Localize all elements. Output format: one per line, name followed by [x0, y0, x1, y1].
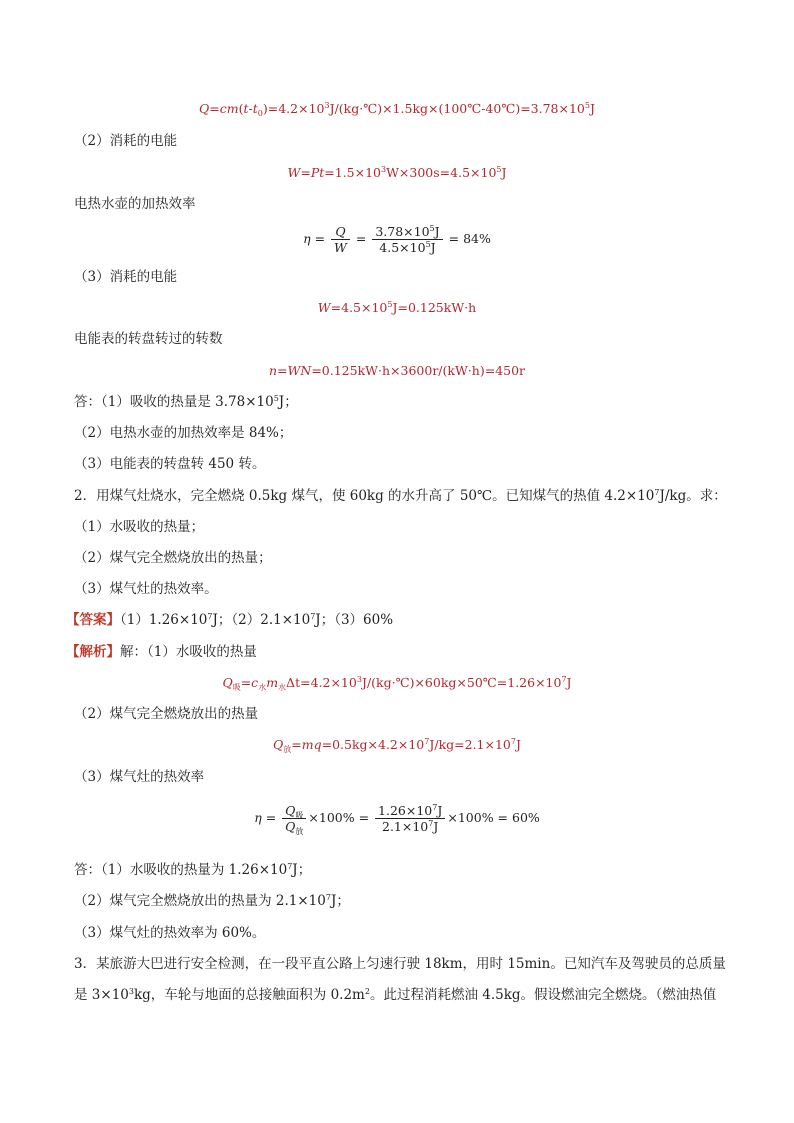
formula-heat-absorbed: $Q=cm(t-t_0)=4.2\times 10^3J/(kg\cdot℃)\times 1.5kg\times(100℃-40℃)=3.78\times 10^5J$ — [199, 101, 595, 118]
step-stove-efficiency: （3）煤气灶的热效率 — [74, 769, 205, 785]
q2-answer-3: （3）煤气灶的热效率为 60%。 — [74, 925, 266, 941]
answer-2: （2）电热水壶的加热效率是 84%； — [74, 425, 293, 441]
step-revolutions: 电能表的转盘转过的转数 — [74, 331, 223, 347]
step-gas-heat: （2）煤气完全燃烧放出的热量 — [74, 706, 259, 722]
formula-gas-heat: $Q_放=mq=0.5kg\times 4.2\times 10^7J/kg=2.1\times 10^7J$ — [273, 737, 521, 754]
analysis-tag: 【解析】 — [66, 644, 120, 660]
answer-tag: 【答案】 — [66, 612, 120, 628]
answer-1: 答：（1）吸收的热量是 $3.78\times 10^5J$； — [74, 394, 298, 410]
formula-revolutions: n=WN=0.125kW·h×3600r/(kW·h)=450r — [268, 363, 526, 378]
question-3-line-2: 是 $3\times 10^3kg$，车轮与地面的总接触面积为 $0.2m^2$。此过程消耗燃油 4.5kg。假设燃油完全燃烧。（燃油热值 — [74, 987, 717, 1003]
analysis-line: 【解析】解：（1）水吸收的热量 — [66, 644, 257, 660]
step-efficiency: 电热水壶的加热效率 — [74, 196, 196, 212]
question-2-item-1: （1）水吸收的热量； — [74, 519, 205, 535]
question-3-line-1: 3．某旅游大巴进行安全检测，在一段平直公路上匀速行驶 18km，用时 15min。已知汽车及驾驶员的总质量 — [74, 956, 726, 972]
question-2-item-3: （3）煤气灶的热效率。 — [74, 581, 218, 597]
question-2-item-2: （2）煤气完全燃烧放出的热量； — [74, 550, 272, 566]
q2-answer-2: （2）煤气完全燃烧放出的热量为 $2.1\times 10^7J$； — [74, 893, 350, 909]
formula-kwh: $W=4.5\times 10^5J=0.125kW\cdot h$ — [317, 300, 477, 315]
formula-efficiency-stove: η = $\frac{Q_吸}{Q_放}$ ×100% = $\frac{1.26\times 10^7J}{2.1\times 10^7J}$ ×100% = 60% — [254, 803, 540, 836]
question-2-stem: 2．用煤气灶烧水，完全燃烧 0.5kg 煤气，使 60kg 的水升高了 50℃。已知煤气的热值 $4.2\times 10^7J/kg$。求： — [74, 488, 727, 504]
step-energy-consumed: （3）消耗的电能 — [74, 269, 178, 285]
step-electric-energy: （2）消耗的电能 — [74, 133, 178, 149]
formula-efficiency-kettle: η = $\frac{Q}{W}$ = $\frac{3.78\times 10^5J}{4.5\times 10^5J}$ = 84% — [303, 224, 491, 255]
q2-answer-1: 答：（1）水吸收的热量为 $1.26\times 10^7J$； — [74, 862, 312, 878]
answer-3: （3）电能表的转盘转 450 转。 — [74, 456, 266, 472]
formula-water-heat: $Q_吸=c_水m_水\Delta t=4.2\times 10^3J/(kg\cdot℃)\times 60kg\times 50℃=1.26\times 10^7J$ — [222, 675, 572, 692]
answer-line: 【答案】$(1)1.26\times 10^7J$；$(2)2.1\times 10^7J$；（3）60% — [66, 612, 394, 628]
formula-electric-work: $W=Pt=1.5\times 10^3W\times 300s=4.5\times 10^5J$ — [287, 165, 507, 180]
